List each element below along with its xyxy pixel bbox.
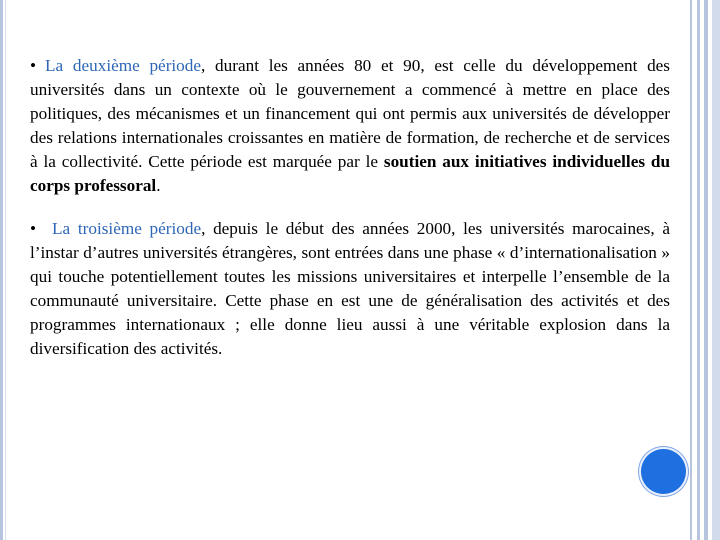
period-heading: La deuxième période [45,56,202,75]
paragraph-second-period [30,54,670,197]
right-frame-border [688,0,720,540]
right-frame-line [712,0,720,540]
left-frame-border [0,0,6,540]
paragraph-text: , durant les années 80 et 90, est celle du développement des universités dans un contexte où le gouvernement a commencé à mettre en place des politiques, des mécanismes et un financement qui ont permis aux universités de développer des relations internationales croissantes en matière de formation, de recherche et de services à la collectivité. Cette période est marquée par le [30,56,670,171]
slide-content [30,54,670,361]
period-heading: La troisième période [52,219,202,239]
decorative-circle-icon [641,449,686,494]
right-frame-line [697,0,700,540]
paragraph-third-period [30,217,670,360]
paragraph-text-end: . [156,175,161,195]
bullet-icon: • [30,219,37,239]
bullet-icon: • [30,56,37,75]
paragraph-text: , depuis le début des années 2000, les universités marocaines, à l’instar d’autres universités étrangères, sont entrées dans une phase « d’internationalisation » qui touche potentiellement toutes les missions universitaires et interpelle l’ensemble de la communauté universitaire. Cette phase en est une de généralisation des activités et des programmes internationaux ; elle donne lieu aussi à une véritable explosion dans la diversification des activités. [30,219,670,358]
right-frame-line [690,0,692,540]
emphasized-text: soutien aux initiatives individuelles du corps professoral [30,151,671,195]
right-frame-line [704,0,708,540]
